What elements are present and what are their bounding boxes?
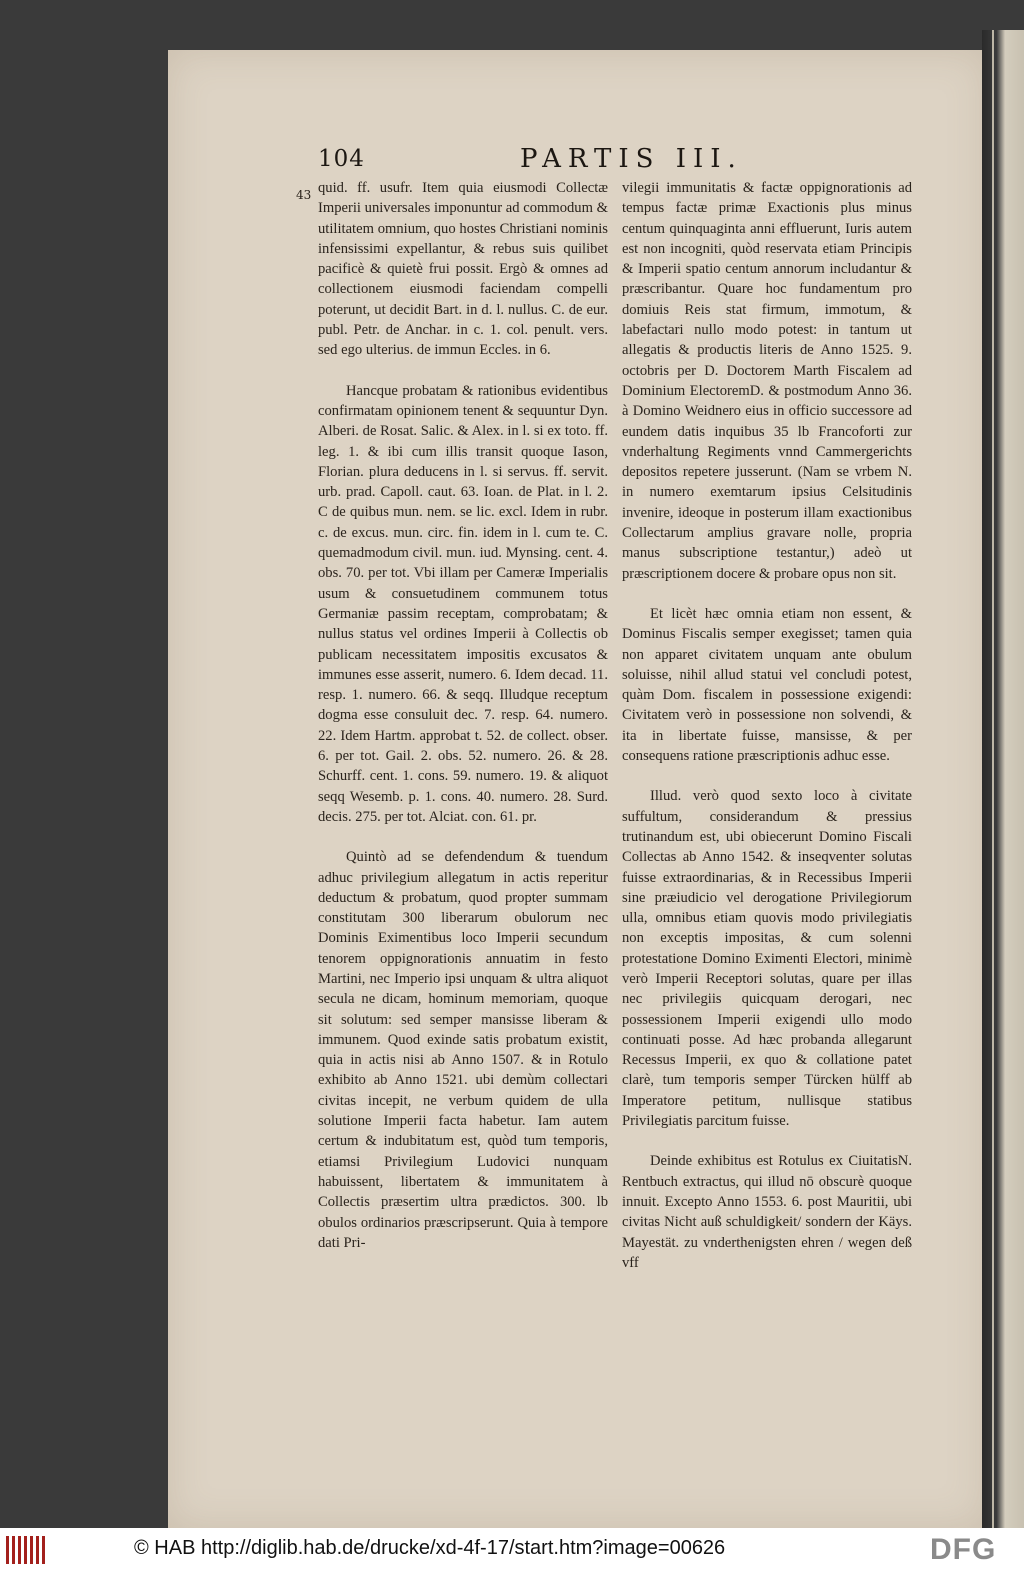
paragraph: Quintò ad se defendendum & tuendum adhuc privilegium allegatum in actis reperitur deductum & probatum, quod propter summam constitutam 300 liberarum obulorum nec Dominis Eximentibus loco Imperii secundum tenorem oppignorationis annuatim in festo Martini, nec Imperio ipsi unquam & ultra aliquot secula ne dicam, hominum memoriam, quoque sit solutum: sed semper mansisse liberam & immunem. Quod exinde satis probatum existit, quia in actis nisi ab Anno 1507. & in Rotulo exhibito ab Anno 1521. ubi demùm collectari civitas incepit, ne verbum quidem de ulla solutione Imperii facta habetur. Iam autem certum & indubitatum est, quòd tum temporis, etiamsi Privilegium Ludovici nunquam habuissent, libertatem & immunitatem à Collectis præsertim ultra prædictos. 300. lb obulos ordinarios præscripserunt. Quia à tempore dati Pri- bbox=[318, 849, 608, 1251]
left-column bbox=[318, 178, 608, 1253]
running-title: PARTIS III. bbox=[520, 144, 743, 174]
page-edge-line bbox=[992, 30, 994, 1528]
hab-logo-icon bbox=[6, 1536, 46, 1564]
paragraph: Deinde exhibitus est Rotulus ex CiuitatisN. Rentbuch extractus, qui illud nō obscurè quoque innuit. Excepto Anno 1553. 6. post Mauritii, ubi civitas Nicht auß schuldigkeit/ sondern der Käys. Mayestät. zu vnderthenigsten ehren / wegen deß vff bbox=[622, 1153, 912, 1271]
footer-bar bbox=[0, 1528, 1024, 1572]
paragraph: Et licèt hæc omnia etiam non essent, & Dominus Fiscalis semper exegisset; tamen quia non apparet civitatem unquam ante obulum soluisse, nihil allud statui vel concludi potest, quàm Dom. fiscalem in possessione exigendi: Civitatem verò in possessione non solvendi, & ita in libertate fuisse, mansisse, & per consequens ratione præscriptionis adhuc esse. bbox=[622, 605, 912, 765]
paragraph: vilegii immunitatis & factæ oppignorationis ad tempus factæ primæ Exactionis plus minus centum quinquaginta anni effluerunt, Iuris autem est non incogniti, quòd reservata etiam Principis & Imperii spatio centum annorum includantur & præscribantur. Quare hoc fundamentum pro domiuis Reis stat firmum, immotum, & labefactari nullo modo potest: in tantum ut allegatis & productis literis de Anno 1525. 9. octobris per D. Doctorem Marth Fiscalem ad Dominium ElectoremD. & postmodum Anno 36. à Domino Weidnero eius in officio successore ad eundem datis inquibus 35 lb Francoforti zur vnderhaltung Regiments vnnd Cammergerichts depositos repetere jusserunt. (Nam se vrbem N. in numero exemtarum ipsius Celsitudinis invenire, ideoque in posterum illam exactionibus Collectarum amplius gravare nolle, propria manus subscriptione testantur,) adeò ut præscriptionem docere & probare opus non sit. bbox=[622, 180, 912, 582]
source-link[interactable]: © HAB http://diglib.hab.de/drucke/xd-4f-17/start.htm?image=00626 bbox=[134, 1537, 726, 1559]
paragraph: quid. ff. usufr. Item quia eiusmodi Collectæ Imperii universales imponuntur ad commodum & utilitatem omnium, quo hostes Christiani nominis infensissimi expellantur, & rebus suis quilibet pacificè & quietè frui possit. Ergò & omnes ad collectionem eiusmodi faciendam compelli poterunt, ut decidit Bart. in d. l. nullus. C. de eur. publ. Petr. de Anchar. in c. 1. col. penult. vers. sed ego ulterius. de immun Eccles. in 6. bbox=[318, 180, 608, 359]
dfg-logo: DFG bbox=[930, 1533, 997, 1566]
page-number: 104 bbox=[318, 146, 365, 172]
page-edge bbox=[982, 30, 1024, 1528]
margin-note: 43 bbox=[296, 188, 312, 202]
right-column bbox=[622, 178, 912, 1273]
paragraph: Illud. verò quod sexto loco à civitate suffultum, considerandum & pressius trutinandum est, ubi obiecerunt Domino Fiscali Collectas ab Anno 1542. & inseqventer solutas fuisse extraordinarias, & in Recessibus Imperii sine præiudicio vel derogatione Privilegiorum ulla, omnibus etiam quovis modo privilegiatis non exceptis impositas, & cum solenni protestatione Domino Eximenti Electori, minimè verò Imperii Receptori solutas, quare per illas nec privilegiis quicquam derogari, nec possessionem Imperii exigendi ullo modo continuati posse. Ad hæc probanda allegarunt Recessus Imperii, ex quo & collatione patet clarè, tum temporis semper Türcken hülff ab Imperatore petitum, nullisque statibus Privilegiatis parcitum fuisse. bbox=[622, 788, 912, 1130]
paragraph: Hancque probatam & rationibus evidentibus confirmatam opinionem tenent & sequuntur Dyn. Alberi. de Rosat. Salic. & Alex. in l. si ex toto. ff. leg. 1. & ibi cum illis transit quoque Iason, Florian. plura deducens in l. si servus. ff. servit. urb. prad. Capoll. caut. 63. Ioan. de Plat. in l. 2. C de quibus mun. nem. se lic. excl. Idem in rubr. c. de excus. mun. circ. fin. idem in l. cum te. C. quemadmodum civil. mun. iud. Mynsing. cent. 4. obs. 70. per tot. Vbi illam per Cameræ Imperialis usum & consuetudinem communem totus Germaniæ passim receptam, comprobatam; & nullus status vel ordines Imperii à Collectis ob publicam necessitatem impositis excusatos & immunes esse asserit, numero. 6. Idem decad. 11. resp. 1. numero. 66. & seqq. Illudque receptum dogma esse consuluit dec. 7. resp. 64. numero. 22. Idem Hartm. approbat t. 52. de collect. obser. 6. per tot. Gail. 2. obs. 52. numero. 26. & 28. Schurff. cent. 1. cons. 59. numero. 19. & aliquot seqq Wesemb. p. 1. cons. 40. numero. 28. Surd. decis. 275. per tot. Alciat. con. 61. pr. bbox=[318, 382, 608, 825]
